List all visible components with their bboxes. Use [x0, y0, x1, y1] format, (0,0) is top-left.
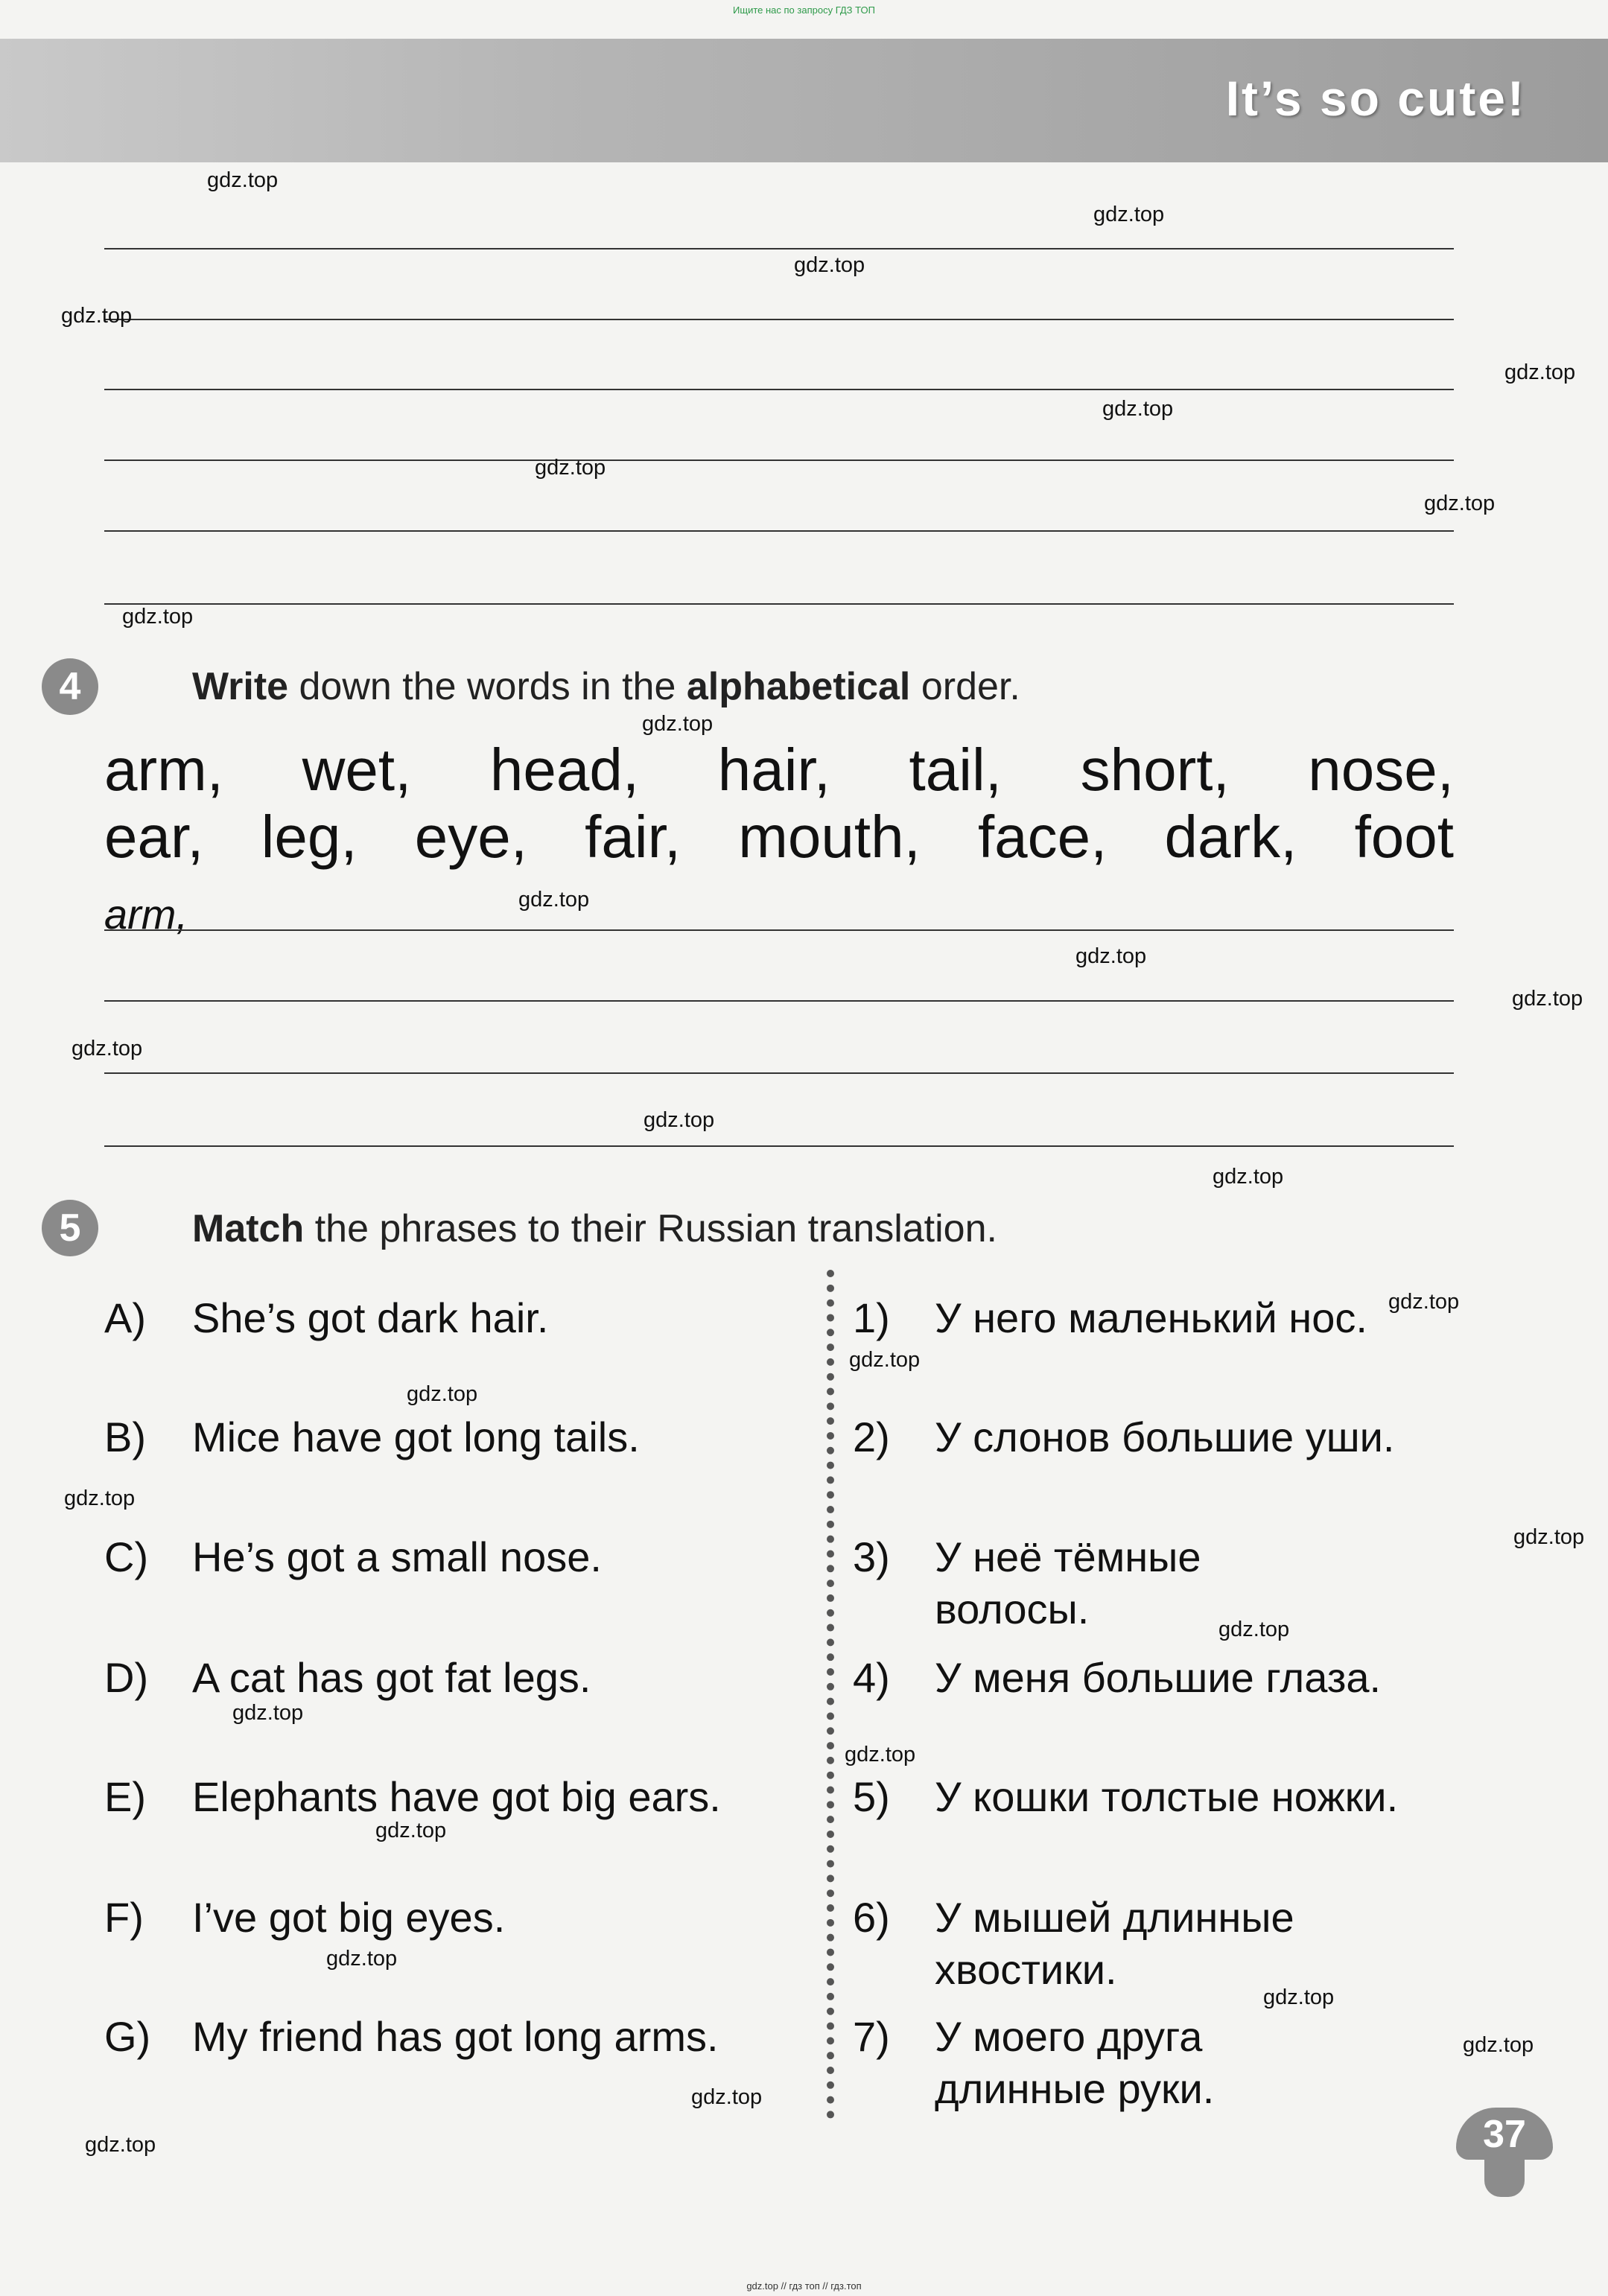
- page-number: 37: [1483, 2113, 1526, 2156]
- translation-text: У слонов большие уши.: [935, 1413, 1395, 1460]
- watermark: gdz.top: [794, 253, 865, 277]
- answer-line: [104, 248, 1454, 249]
- exercise-5-number: 5: [42, 1200, 98, 1256]
- phrase-text: My friend has got long arms.: [192, 2013, 719, 2060]
- phrase-letter: A): [104, 1294, 146, 1341]
- phrase-letter: G): [104, 2013, 151, 2060]
- word: tail,: [909, 737, 1002, 803]
- phrase-letter: D): [104, 1654, 149, 1701]
- watermark: gdz.top: [1512, 987, 1583, 1011]
- watermark: gdz.top: [642, 712, 714, 736]
- translation-text: У моего друга длинные руки.: [935, 2013, 1215, 2112]
- exercise-5-instruction: Match the phrases to their Russian translation.: [192, 1207, 997, 1250]
- phrase-text: Elephants have got big ears.: [192, 1773, 721, 1820]
- phrase-text: He’s got a small nose.: [192, 1533, 602, 1580]
- bottom-note: gdz.top // гдз топ // гдз.топ: [746, 2280, 862, 2292]
- word: arm,: [104, 737, 223, 803]
- watermark: gdz.top: [518, 888, 590, 912]
- page-number-badge: [1456, 2108, 1553, 2197]
- watermark: gdz.top: [1093, 203, 1165, 226]
- watermark: gdz.top: [407, 1382, 478, 1406]
- phrase-letter: F): [104, 1894, 144, 1941]
- watermark: gdz.top: [326, 1947, 398, 1971]
- phrase-text: I’ve got big eyes.: [192, 1894, 506, 1941]
- answer-line: [104, 603, 1454, 605]
- phrase-letter: B): [104, 1413, 146, 1460]
- word: leg,: [261, 804, 357, 870]
- watermark: gdz.top: [1463, 2033, 1534, 2057]
- word: foot: [1354, 804, 1454, 870]
- translation-text: У него маленький нос.: [935, 1294, 1367, 1341]
- watermark: gdz.top: [64, 1486, 136, 1510]
- translation-number: 1): [853, 1294, 890, 1341]
- watermark: gdz.top: [232, 1701, 304, 1725]
- answer-line: [104, 1145, 1454, 1147]
- phrase-text: A cat has got fat legs.: [192, 1654, 591, 1701]
- translation-number: 7): [853, 2013, 890, 2060]
- watermark: gdz.top: [1075, 944, 1147, 968]
- answer-line: [104, 929, 1454, 931]
- translation-text: У меня большие глаза.: [935, 1654, 1382, 1701]
- mushroom-stem-shape: [1484, 2154, 1525, 2197]
- translation-number: 3): [853, 1533, 890, 1580]
- answer-line: [104, 530, 1454, 532]
- translation-text: У мышей длинные хвостики.: [935, 1894, 1294, 1993]
- watermark: gdz.top: [207, 168, 279, 192]
- translation-text: У кошки толстые ножки.: [935, 1773, 1399, 1820]
- word: fair,: [585, 804, 681, 870]
- exercise-4-instruction: Write down the words in the alphabetical order.: [192, 665, 1020, 708]
- watermark: gdz.top: [61, 304, 133, 328]
- watermark: gdz.top: [845, 1743, 916, 1766]
- handwritten-answer: arm,: [104, 891, 188, 938]
- watermark: gdz.top: [849, 1348, 921, 1372]
- watermark: gdz.top: [1388, 1290, 1460, 1314]
- answer-line: [104, 1072, 1454, 1074]
- watermark: gdz.top: [85, 2133, 156, 2157]
- word: short,: [1080, 737, 1230, 803]
- word: eye,: [414, 804, 527, 870]
- phrase-letter: E): [104, 1773, 146, 1820]
- answer-line: [104, 319, 1454, 320]
- word: ear,: [104, 804, 204, 870]
- watermark: gdz.top: [691, 2085, 763, 2109]
- word: nose,: [1308, 737, 1454, 803]
- watermark: gdz.top: [535, 456, 606, 480]
- watermark: gdz.top: [643, 1108, 715, 1132]
- watermark: gdz.top: [71, 1037, 143, 1060]
- translation-number: 4): [853, 1654, 890, 1701]
- column-divider: [827, 1270, 834, 2119]
- watermark: gdz.top: [375, 1819, 447, 1842]
- phrase-letter: C): [104, 1533, 149, 1580]
- word-list-line-1: [104, 736, 1454, 804]
- word: hair,: [717, 737, 830, 803]
- watermark: gdz.top: [122, 605, 194, 629]
- word: face,: [977, 804, 1108, 870]
- phrase-text: She’s got dark hair.: [192, 1294, 549, 1341]
- top-note: Ищите нас по запросу ГДЗ ТОП: [733, 4, 875, 16]
- word: head,: [489, 737, 640, 803]
- page-title: It’s so cute!: [1225, 71, 1526, 126]
- watermark: gdz.top: [1504, 360, 1576, 384]
- word: mouth,: [738, 804, 921, 870]
- watermark: gdz.top: [1263, 1985, 1335, 2009]
- watermark: gdz.top: [1102, 397, 1174, 421]
- word: wet,: [302, 737, 412, 803]
- page-header: [0, 39, 1608, 162]
- translation-number: 2): [853, 1413, 890, 1460]
- watermark: gdz.top: [1213, 1165, 1284, 1189]
- phrase-text: Mice have got long tails.: [192, 1413, 640, 1460]
- translation-text: У неё тёмные волосы.: [935, 1533, 1201, 1632]
- answer-line: [104, 1000, 1454, 1002]
- exercise-4-number: 4: [42, 658, 98, 715]
- word-list-line-2: [104, 803, 1454, 871]
- answer-line: [104, 389, 1454, 390]
- word: dark,: [1164, 804, 1297, 870]
- watermark: gdz.top: [1513, 1525, 1585, 1549]
- watermark: gdz.top: [1218, 1618, 1290, 1641]
- answer-line: [104, 459, 1454, 461]
- translation-number: 5): [853, 1773, 890, 1820]
- translation-number: 6): [853, 1894, 890, 1941]
- watermark: gdz.top: [1424, 492, 1496, 515]
